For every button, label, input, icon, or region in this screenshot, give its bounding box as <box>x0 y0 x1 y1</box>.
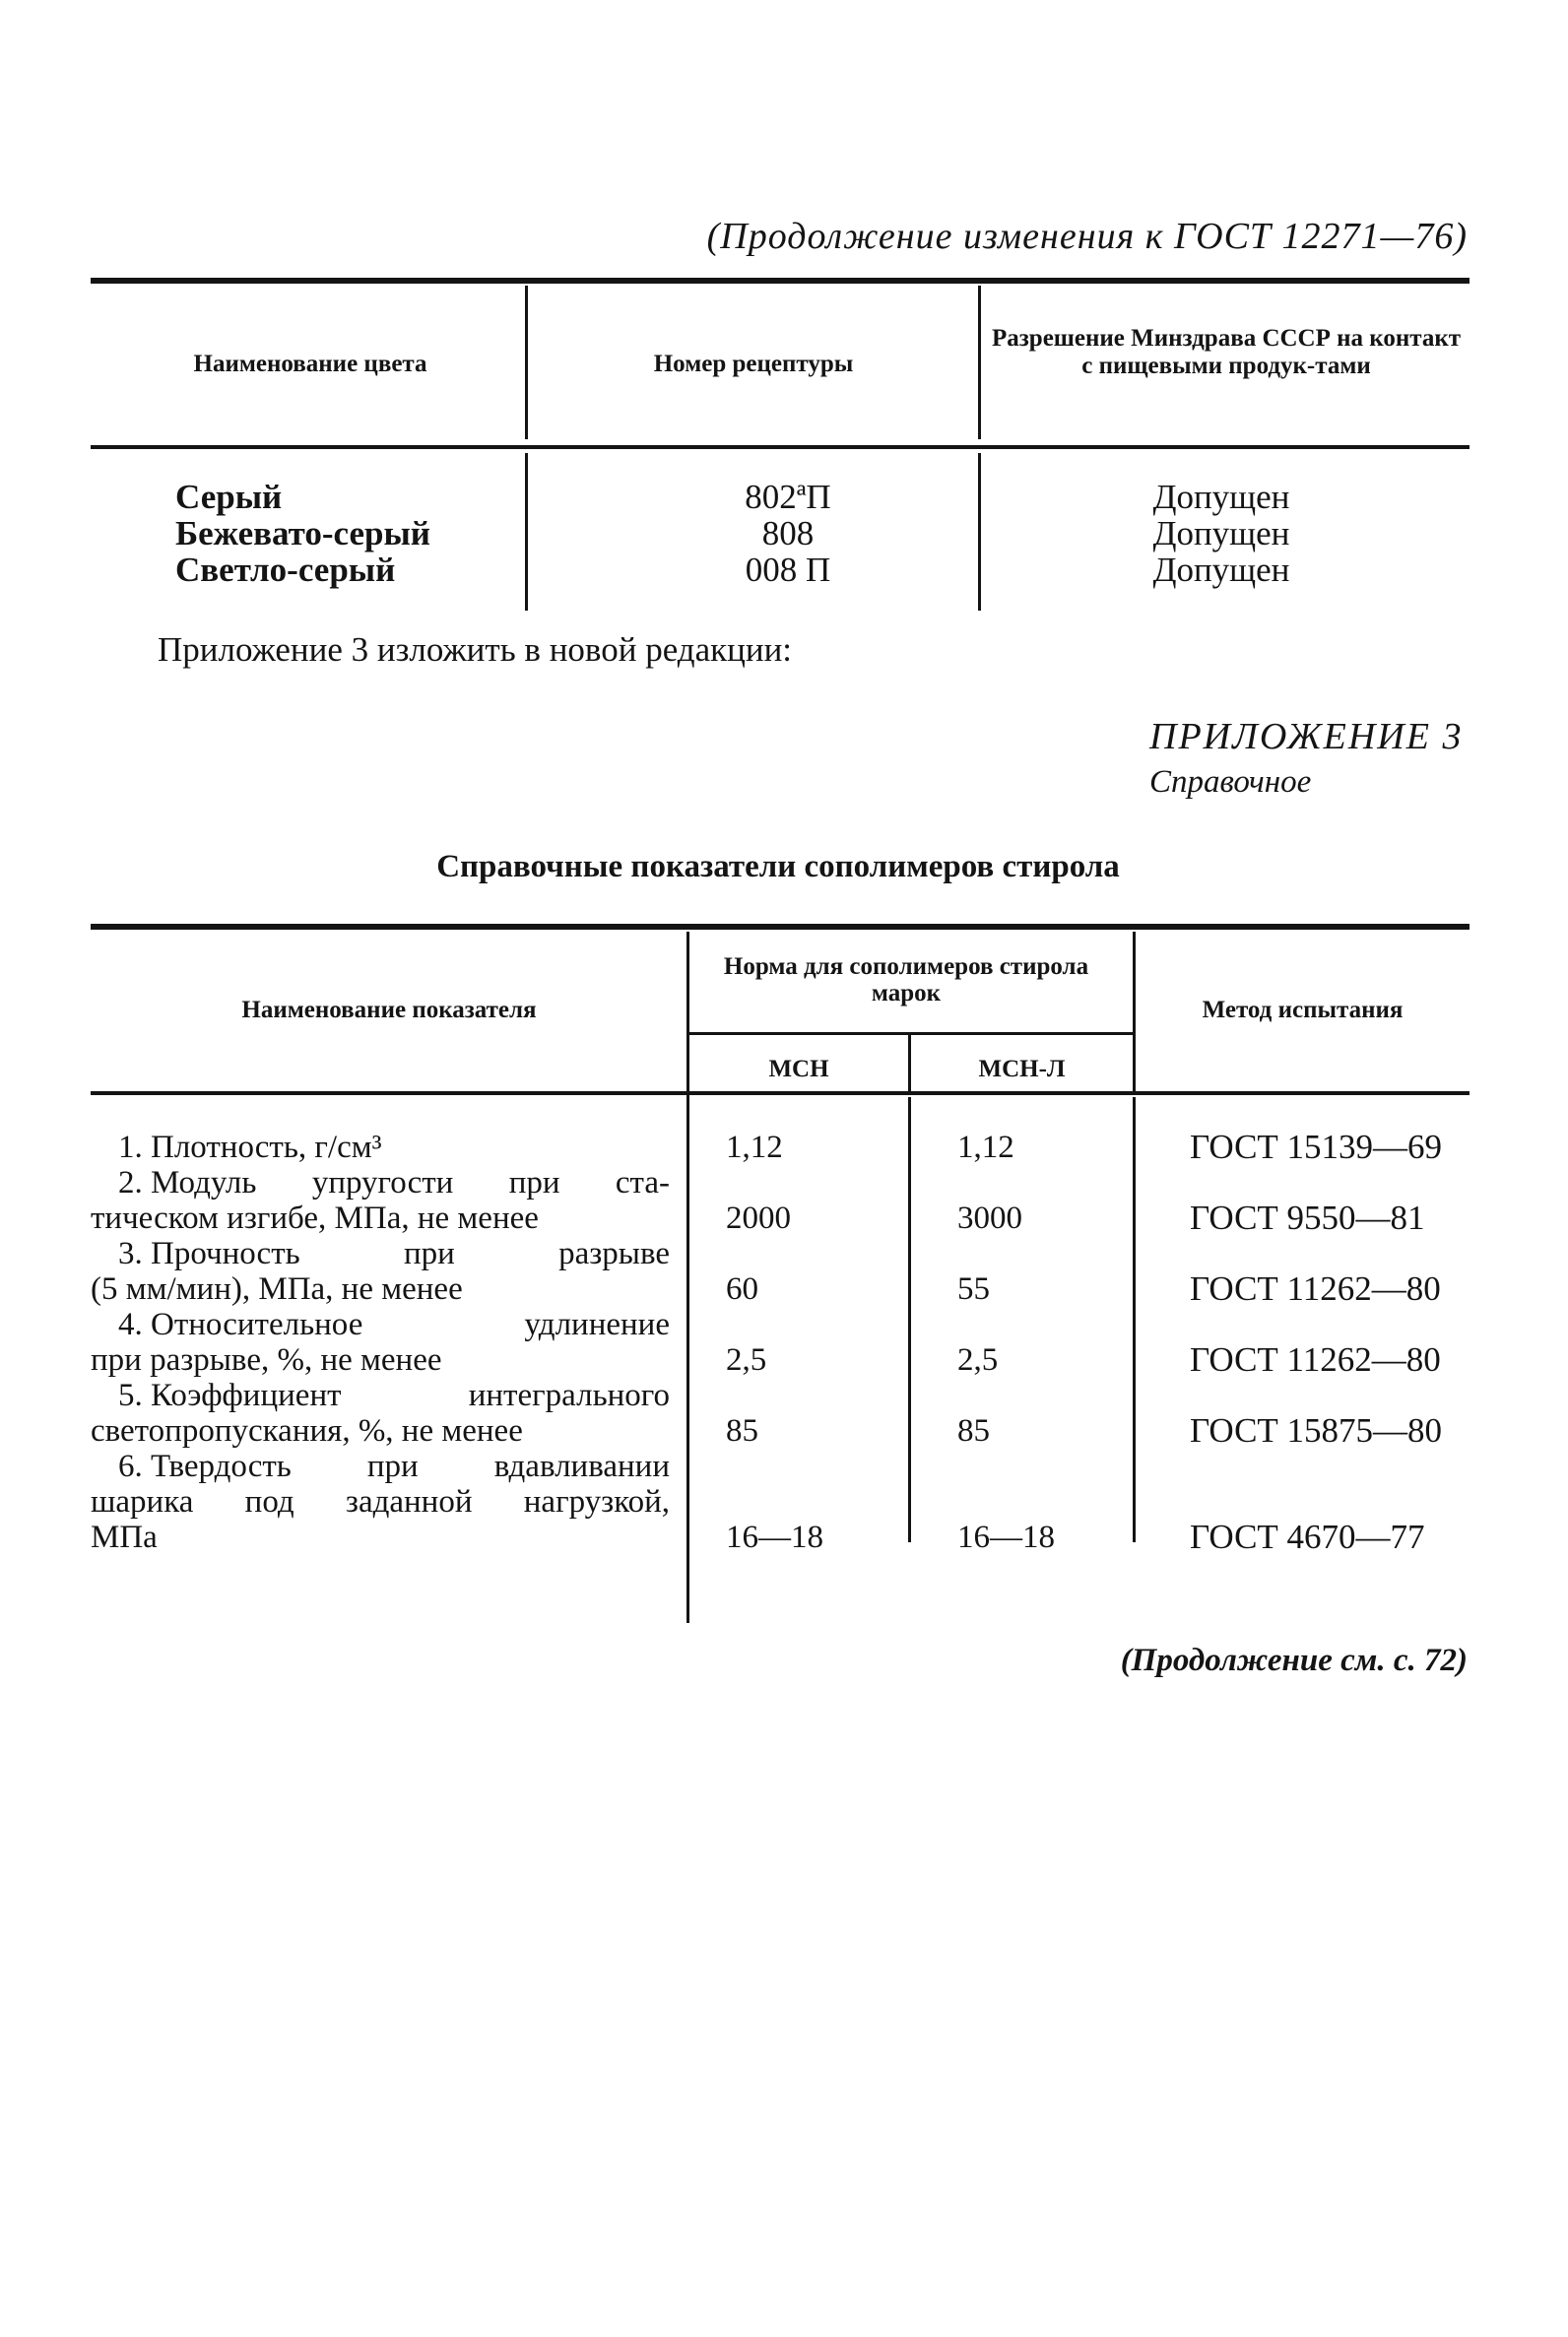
table-row-recipe: 808 <box>761 514 815 552</box>
msn-value: 85 <box>726 1413 758 1449</box>
column-divider <box>908 1097 911 1542</box>
indicator-label <box>91 1165 670 1236</box>
table-row-permission: Допущен <box>1152 514 1290 552</box>
column-header-indicator: Наименование показателя <box>241 997 537 1023</box>
recipe-numbers-column <box>630 479 946 588</box>
test-method: ГОСТ 11262—80 <box>1190 1269 1441 1308</box>
column-divider <box>525 286 528 439</box>
label-line: 4. Относительное удлинение <box>118 1307 670 1342</box>
label-line: 3. Прочность при разрыве <box>118 1236 670 1271</box>
header-rule <box>91 1091 1470 1095</box>
appendix-title: ПРИЛОЖЕНИЕ 3 <box>1149 716 1464 757</box>
color-names-column <box>175 479 430 588</box>
msn-value: 2000 <box>726 1201 791 1236</box>
table-row-permission: Допущен <box>1152 551 1290 589</box>
msn-l-value: 16—18 <box>957 1520 1055 1555</box>
table-top-rule <box>91 924 1470 930</box>
test-method: ГОСТ 4670—77 <box>1190 1518 1425 1556</box>
label-line: МПа <box>91 1520 158 1555</box>
label-line: 5. Коэффициент интегрального <box>118 1378 670 1413</box>
label-line: 2. Модуль упругости при ста- <box>118 1165 670 1201</box>
indicator-label <box>91 1378 670 1449</box>
label-line: 1. Плотность, г/см³ <box>118 1130 382 1165</box>
column-divider <box>978 453 981 611</box>
msn-l-value: 2,5 <box>957 1342 999 1378</box>
column-divider <box>525 453 528 611</box>
msn-value: 60 <box>726 1271 758 1307</box>
header-rule <box>91 445 1470 449</box>
label-line: тическом изгибе, МПа, не менее <box>91 1201 539 1236</box>
table-row-color-name: Серый <box>175 478 283 516</box>
column-divider <box>1133 932 1136 1093</box>
table-row-color-name: Светло-серый <box>175 551 396 589</box>
label-line: при разрыве, %, не менее <box>91 1342 442 1378</box>
msn-l-value: 85 <box>957 1413 990 1449</box>
msn-value: 1,12 <box>726 1130 783 1165</box>
column-divider <box>686 932 689 1623</box>
test-method: ГОСТ 9550—81 <box>1190 1199 1425 1237</box>
column-header-norm: Норма для сополимеров стирола марок <box>723 953 1089 1006</box>
test-method: ГОСТ 15875—80 <box>1190 1411 1443 1450</box>
table-row-recipe: 008 П <box>745 551 831 589</box>
label-line: (5 мм/мин), МПа, не менее <box>91 1271 463 1307</box>
msn-l-value: 1,12 <box>957 1130 1014 1165</box>
continuation-footer: (Продолжение см. с. 72) <box>1120 1643 1468 1678</box>
table-top-rule <box>91 278 1470 284</box>
table-row-permission: Допущен <box>1152 478 1290 516</box>
label-line: 6. Твердость при вдавливании <box>118 1449 670 1484</box>
appendix-subtitle: Справочное <box>1149 764 1312 800</box>
column-divider <box>1133 1097 1136 1542</box>
column-header-health-permission: Разрешение Минздрава СССР на контакт с пищевыми продук-тами <box>991 325 1462 379</box>
continuation-header: (Продолжение изменения к ГОСТ 12271—76) <box>706 216 1468 257</box>
column-header-test-method: Метод испытания <box>1202 997 1404 1023</box>
permission-column <box>1054 479 1389 588</box>
column-header-grade-msn: МСН <box>768 1056 829 1082</box>
msn-value: 16—18 <box>726 1520 823 1555</box>
indicator-label <box>91 1130 670 1165</box>
label-line: светопропускания, %, не менее <box>91 1413 523 1449</box>
column-divider <box>978 286 981 439</box>
label-line: шарика под заданной нагрузкой, <box>91 1484 670 1520</box>
table-title: Справочные показатели сополимеров стирола <box>436 849 1120 884</box>
subheader-rule <box>689 1032 1133 1035</box>
column-header-recipe-number: Номер рецептуры <box>653 351 854 377</box>
msn-l-value: 3000 <box>957 1201 1022 1236</box>
instruction-text: Приложение 3 изложить в новой редакции: <box>158 630 793 669</box>
column-header-color-name: Наименование цвета <box>193 351 427 377</box>
test-method: ГОСТ 15139—69 <box>1190 1128 1443 1166</box>
indicator-label <box>91 1307 670 1378</box>
msn-l-value: 55 <box>957 1271 990 1307</box>
table-row-recipe: 802ªП <box>745 478 831 516</box>
msn-value: 2,5 <box>726 1342 767 1378</box>
indicator-label <box>91 1449 670 1555</box>
indicator-label <box>91 1236 670 1307</box>
table-row-color-name: Бежевато-серый <box>175 514 430 552</box>
column-header-grade-msn-l: МСН-Л <box>978 1056 1066 1082</box>
test-method: ГОСТ 11262—80 <box>1190 1340 1441 1379</box>
